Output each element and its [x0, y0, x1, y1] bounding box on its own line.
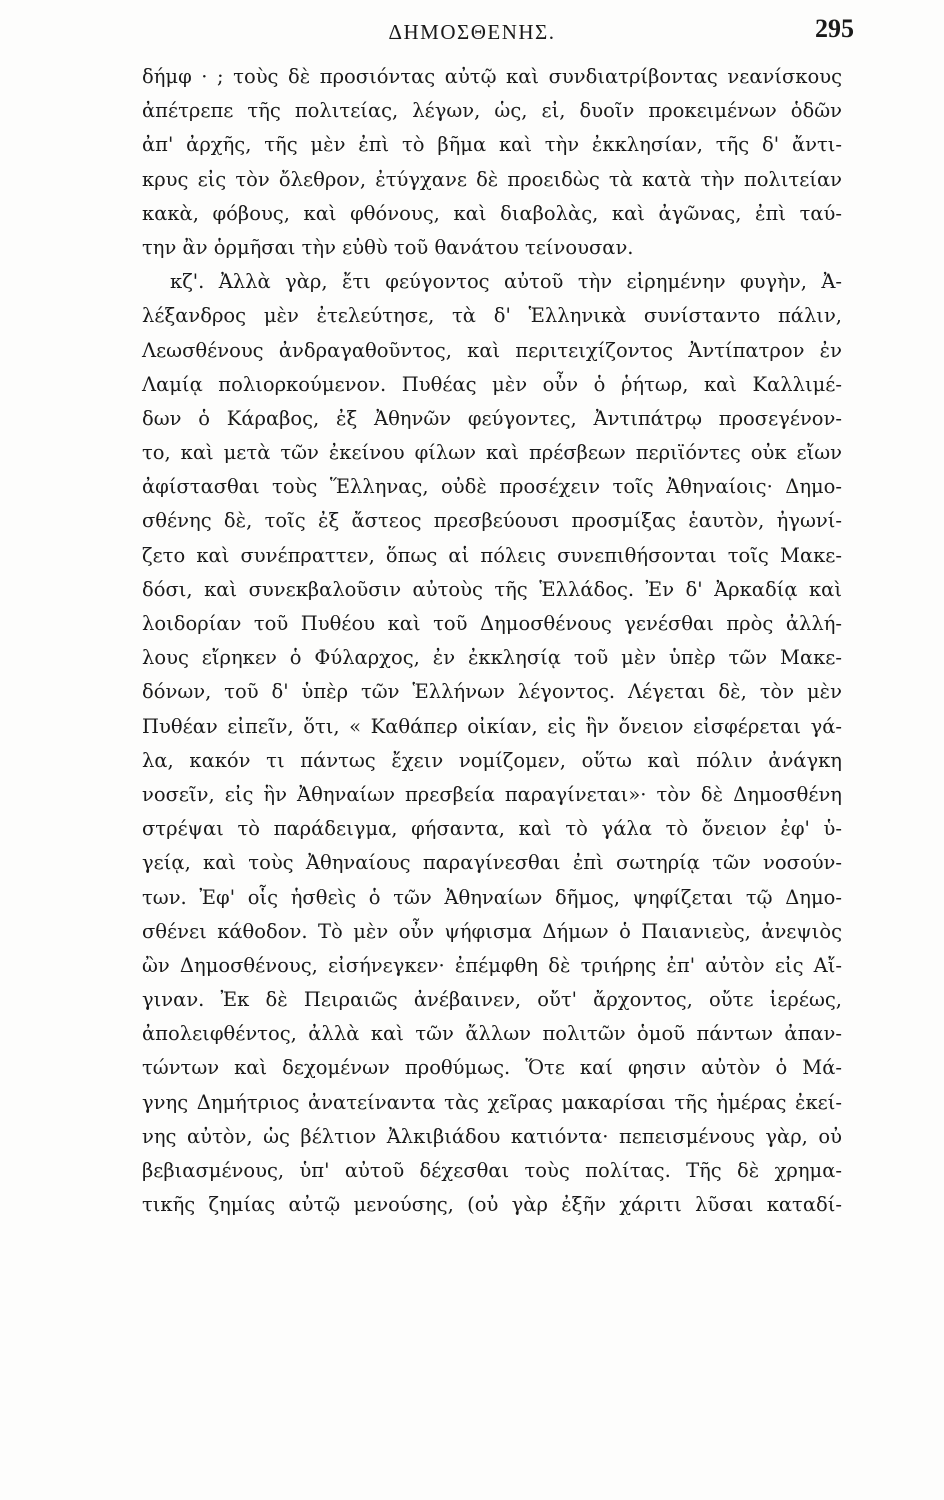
text-line: ἀφίστασθαι τοὺς Ἕλληνας, οὐδὲ προσέχειν τοῖς Ἀθηναίοις· Δημο-	[142, 475, 842, 499]
text-line: ἀπέτρεπε τῆς πολιτείας, λέγων, ὡς, εἰ, δυοῖν προκειμένων ὁδῶν	[142, 99, 842, 123]
text-line: ἀπ' ἀρχῆς, τῆς μὲν ἐπὶ τὸ βῆμα καὶ τὴν ἐκκλησίαν, τῆς δ' ἄντι-	[142, 133, 842, 157]
text-line: γιναν. Ἐκ δὲ Πειραιῶς ἀνέβαινεν, οὔτ' ἄρχοντος, οὔτε ἱερέως,	[142, 988, 842, 1012]
running-head	[0, 14, 944, 54]
text-line: δήμφ · ; τοὺς δὲ προσιόντας αὐτῷ καὶ συνδιατρίβοντας νεανίσκους	[142, 65, 842, 88]
text-line: κρυς εἰς τὸν ὄλεθρον, ἐτύγχανε δὲ προειδὼς τὰ κατὰ τὴν πολιτείαν	[142, 167, 842, 191]
text-line: γνης Δημήτριος ἀνατείναντα τὰς χεῖρας μακαρίσαι τῆς ἡμέρας ἐκεί-	[142, 1090, 842, 1114]
text-line: ἀπολειφθέντος, ἀλλὰ καὶ τῶν ἄλλων πολιτῶν ὁμοῦ πάντων ἀπαν-	[142, 1022, 842, 1046]
text-line: Λεωσθένους ἀνδραγαθοῦντος, καὶ περιτειχίζοντος Ἀντίπατρον ἐν	[142, 338, 842, 362]
text-line: λους εἴρηκεν ὁ Φύλαρχος, ἐν ἐκκλησίᾳ τοῦ μὲν ὑπὲρ τῶν Μακε-	[142, 646, 842, 670]
text-line: ὢν Δημοσθένους, εἰσήνεγκεν· ἐπέμφθη δὲ τριήρης ἐπ' αὐτὸν εἰς Αἴ-	[142, 953, 842, 977]
text-line: τικῆς ζημίας αὐτῷ μενούσης, (οὐ γὰρ ἐξῆν χάριτι λῦσαι καταδί-	[142, 1193, 842, 1217]
page-number: 295	[815, 14, 854, 43]
text-line: δόσι, καὶ συνεκβαλοῦσιν αὐτοὺς τῆς Ἑλλάδος. Ἐν δ' Ἀρκαδίᾳ καὶ	[142, 577, 842, 601]
text-line: το, καὶ μετὰ τῶν ἐκείνου φίλων καὶ πρέσβεων περιϊόντες οὐκ εἴων	[142, 441, 842, 465]
text-line: νοσεῖν, εἰς ἣν Ἀθηναίων πρεσβεία παραγίνεται»· τὸν δὲ Δημοσθένη	[142, 782, 842, 806]
text-line: στρέψαι τὸ παράδειγμα, φήσαντα, καὶ τὸ γάλα τὸ ὄνειον ἐφ' ὑ-	[142, 817, 842, 841]
text-line: την ἂν ὁρμῆσαι τὴν εὐθὺ τοῦ θανάτου τείνουσαν.	[142, 235, 634, 259]
text-line: Λαμίᾳ πολιορκούμενον. Πυθέας μὲν οὖν ὁ ῥήτωρ, καὶ Καλλιμέ-	[142, 372, 842, 396]
text-line: βεβιασμένους, ὑπ' αὐτοῦ δέχεσθαι τοὺς πολίτας. Τῆς δὲ χρημα-	[142, 1159, 842, 1182]
text-line: των. Ἐφ' οἷς ἡσθεὶς ὁ τῶν Ἀθηναίων δῆμος, ψηφίζεται τῷ Δημο-	[142, 885, 842, 909]
text-line: λα, κακόν τι πάντως ἔχειν νομίζομεν, οὕτω καὶ πόλιν ἀνάγκη	[142, 748, 842, 772]
text-line: λοιδορίαν τοῦ Πυθέου καὶ τοῦ Δημοσθένους γενέσθαι πρὸς ἀλλή-	[142, 612, 842, 635]
text-line: δόνων, τοῦ δ' ὑπὲρ τῶν Ἑλλήνων λέγοντος. Λέγεται δὲ, τὸν μὲν	[142, 680, 842, 704]
text-line: λέξανδρος μὲν ἐτελεύτησε, τὰ δ' Ἑλληνικὰ συνίσταντο πάλιν,	[142, 304, 842, 328]
text-line: σθένης δὲ, τοῖς ἐξ ἄστεος πρεσβεύουσι προσμίξας ἑαυτὸν, ἠγωνί-	[142, 509, 842, 533]
text-line: Πυθέαν εἰπεῖν, ὅτι, « Καθάπερ οἰκίαν, εἰς ἣν ὄνειον εἰσφέρεται γά-	[142, 714, 842, 738]
text-line: δων ὁ Κάραβος, ἐξ Ἀθηνῶν φεύγοντες, Ἀντιπάτρῳ προσεγένον-	[142, 406, 842, 430]
text-line: τώντων καὶ δεχομένων προθύμως. Ὅτε καί φησιν αὐτὸν ὁ Μά-	[142, 1056, 842, 1080]
text-line: κζ'. Ἀλλὰ γὰρ, ἔτι φεύγοντος αὐτοῦ τὴν εἰρημένην φυγὴν, Ἀ-	[170, 270, 842, 294]
running-title: ΔΗΜΟΣΘΕΝΗΣ.	[388, 20, 556, 44]
text-line: κακὰ, φόβους, καὶ φθόνους, καὶ διαβολὰς, καὶ ἀγῶνας, ἐπὶ ταύ-	[142, 201, 842, 225]
text-line: νης αὐτὸν, ὡς βέλτιον Ἀλκιβιάδου κατιόντα· πεπεισμένους γὰρ, οὐ	[142, 1124, 842, 1148]
body-text	[142, 60, 842, 1222]
text-line: ζετο καὶ συνέπραττεν, ὅπως αἱ πόλεις συνεπιθήσονται τοῖς Μακε-	[142, 543, 842, 567]
text-line: γείᾳ, καὶ τοὺς Ἀθηναίους παραγίνεσθαι ἐπὶ σωτηρίᾳ τῶν νοσούν-	[142, 851, 842, 875]
text-line: σθένει κάθοδον. Τὸ μὲν οὖν ψήφισμα Δήμων ὁ Παιανιεὺς, ἀνεψιὸς	[142, 919, 842, 943]
